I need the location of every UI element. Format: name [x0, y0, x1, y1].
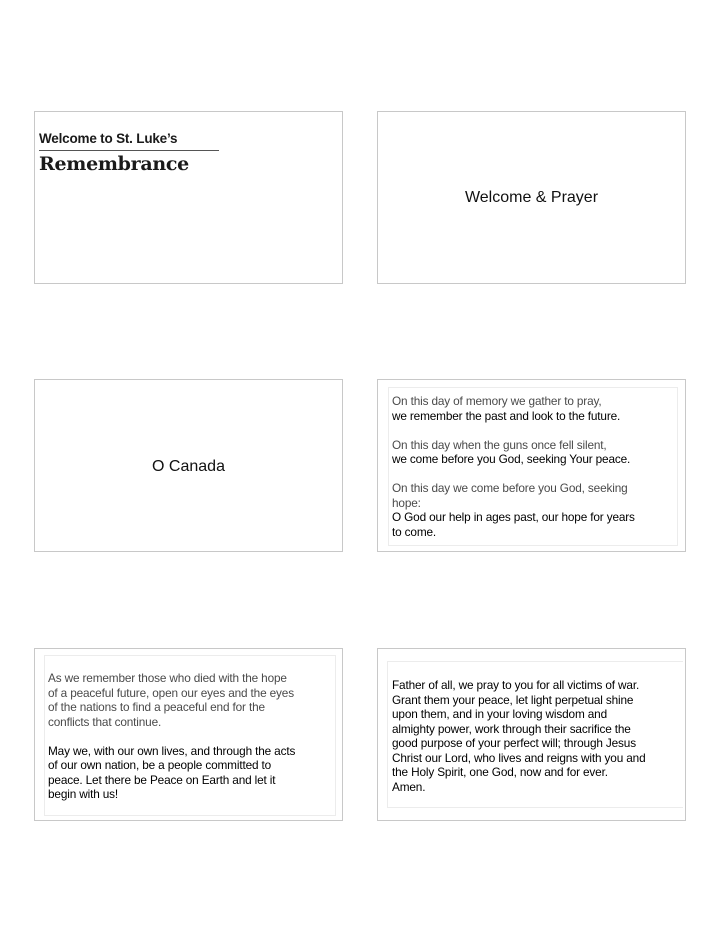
leader-line: of a peaceful future, open our eyes and the eyes [48, 685, 294, 700]
response-line: May we, with our own lives, and through the acts [48, 743, 296, 758]
prayer-line: almighty power, work through their sacrifice the [392, 721, 631, 736]
prayer-line: Grant them your peace, let light perpetual shine [392, 692, 634, 707]
prayer-line: good purpose of your perfect will; through Jesus [392, 736, 636, 750]
prayer-line: the Holy Spirit, one God, now and for ever. [392, 765, 608, 779]
slide-title: Welcome & Prayer [464, 189, 599, 206]
leader-line: conflicts that continue. [48, 714, 162, 729]
response-line: O God our help in ages past, our hope for years [392, 510, 635, 524]
leader-line: hope: [392, 495, 421, 510]
leader-line: On this day of memory we gather to pray, [392, 394, 602, 408]
divider [39, 150, 219, 151]
response-line: peace. Let there be Peace on Earth and let it [48, 772, 276, 787]
prayer-line: upon them, and in your loving wisdom and [392, 707, 607, 721]
leader-line: As we remember those who died with the hope [48, 671, 287, 685]
welcome-heading: Welcome to St. Luke’s [39, 131, 178, 146]
slide-2 [377, 111, 686, 284]
prayer-line: Amen. [392, 779, 426, 794]
slide-3 [34, 379, 343, 552]
slide-title: O Canada [152, 458, 225, 475]
response-line: to come. [392, 524, 437, 539]
leader-line: of the nations to find a peaceful end for the [48, 700, 265, 714]
prayer-text [48, 671, 336, 802]
text-panel [388, 387, 678, 546]
slide-6 [377, 648, 686, 821]
text-panel [44, 655, 336, 816]
slide-1 [34, 111, 343, 284]
response-line: we come before you God, seeking Your peace. [392, 452, 631, 466]
prayer-line: Father of all, we pray to you for all victims of war. [392, 678, 640, 692]
slide-4 [377, 379, 686, 552]
response-line: of our own nation, be a people committed to [48, 758, 272, 772]
slide-title: Remembrance [39, 153, 189, 175]
leader-line: On this day when the guns once fell silent, [392, 437, 607, 452]
slide-5 [34, 648, 343, 821]
responsive-prayer [392, 394, 677, 539]
response-line: we remember the past and look to the future. [392, 408, 621, 423]
prayer-line: Christ our Lord, who lives and reigns with you and [392, 750, 646, 765]
response-line: begin with us! [48, 787, 119, 801]
prayer-text [392, 678, 682, 794]
text-panel [387, 661, 683, 808]
leader-line: On this day we come before you God, seeking [392, 481, 628, 495]
